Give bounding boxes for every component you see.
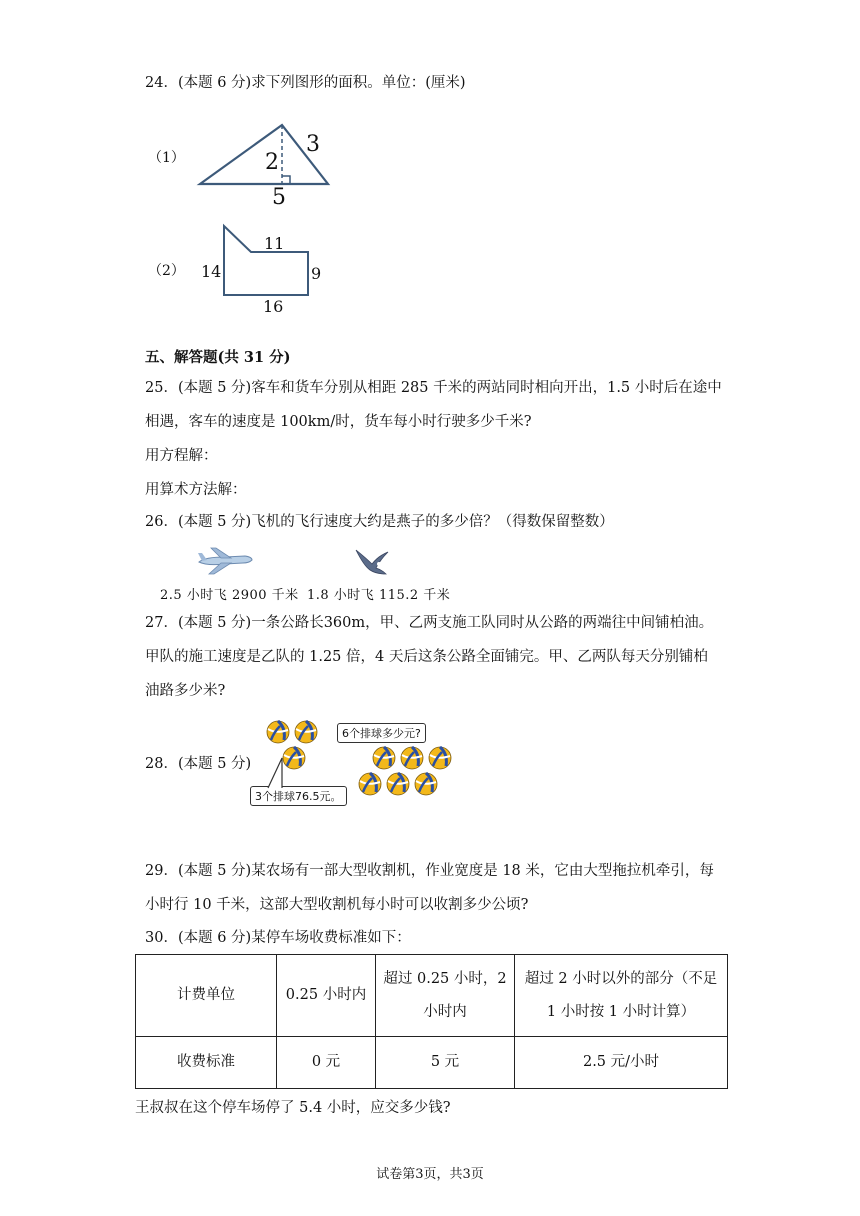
section-title: 五、解答题(共 31 分)	[145, 349, 291, 366]
q25-method1: 用方程解：	[145, 448, 218, 464]
table-cell: 收费标准	[136, 1037, 277, 1089]
volleyball-icon	[294, 720, 318, 744]
table-cell: 超过 0.25 小时，2 小时内	[376, 955, 515, 1037]
table-cell: 0.25 小时内	[277, 955, 376, 1037]
volleyball-icon	[282, 746, 306, 770]
q24-text: 24．(本题 6 分)求下列图形的面积。单位：(厘米)	[145, 75, 466, 91]
volleyball-icon	[266, 720, 290, 744]
plane-caption: 2.5 小时飞 2900 千米	[160, 588, 299, 603]
volleyball-icon	[400, 746, 424, 770]
fig2-left: 14	[201, 262, 222, 281]
table-cell: 5 元	[376, 1037, 515, 1089]
volleyball-icon	[372, 746, 396, 770]
fig1-base: 5	[272, 185, 286, 210]
fig2-right: 9	[311, 264, 322, 283]
fig2-bottom: 16	[263, 297, 284, 316]
q27-line1: 27．(本题 5 分)一条公路长360m，甲、乙两支施工队同时从公路的两端往中间铺柏油。	[145, 615, 714, 631]
swallow-caption: 1.8 小时飞 115.2 千米	[307, 588, 451, 603]
airplane-icon	[195, 544, 255, 578]
page-footer: 试卷第3页，共3页	[376, 1167, 484, 1182]
fig2-top: 11	[264, 234, 285, 253]
speech-bubble-info: 3个排球76.5元。	[250, 786, 347, 806]
swallow-icon	[352, 544, 392, 578]
q29-line2: 小时行 10 千米，这部大型收割机每小时可以收割多少公顷?	[145, 897, 529, 913]
volleyball-icon	[386, 772, 410, 796]
table-cell: 2.5 元/小时	[515, 1037, 728, 1089]
q27-line2: 甲队的施工速度是乙队的 1.25 倍，4 天后这条公路全面铺完。甲、乙两队每天分别铺柏	[145, 649, 708, 665]
table-row	[136, 955, 728, 1037]
speech-bubble-question: 6个排球多少元?	[337, 723, 426, 743]
fig1-side: 3	[306, 132, 320, 157]
q26-text: 26．(本题 5 分)飞机的飞行速度大约是燕子的多少倍？（得数保留整数）	[145, 514, 614, 530]
table-cell: 0 元	[277, 1037, 376, 1089]
volleyball-icon	[414, 772, 438, 796]
q27-line3: 油路多少米?	[145, 683, 226, 699]
table-cell: 计费单位	[136, 955, 277, 1037]
fig1-label: （1）	[148, 150, 185, 166]
volleyball-icon	[428, 746, 452, 770]
fee-table	[135, 954, 728, 1089]
volleyball-icon	[358, 772, 382, 796]
q29-line1: 29．(本题 5 分)某农场有一部大型收割机，作业宽度是 18 米，它由大型拖拉机牵引，每	[145, 863, 714, 879]
q30-question: 王叔叔在这个停车场停了 5.4 小时，应交多少钱?	[135, 1100, 451, 1116]
fig2-label: （2）	[148, 263, 185, 279]
q30-text: 30．(本题 6 分)某停车场收费标准如下：	[145, 930, 411, 946]
fig1-height: 2	[265, 150, 279, 175]
table-row	[136, 1037, 728, 1089]
q25-method2: 用算术方法解：	[145, 482, 247, 498]
q28-text: 28．(本题 5 分)	[145, 756, 252, 772]
table-cell: 超过 2 小时以外的部分（不足 1 小时按 1 小时计算）	[515, 955, 728, 1037]
q25-line1: 25．(本题 5 分)客车和货车分别从相距 285 千米的两站同时相向开出，1.5 小时后在途中	[145, 380, 722, 396]
q25-line2: 相遇，客车的速度是 100km/时，货车每小时行驶多少千米?	[145, 414, 532, 430]
